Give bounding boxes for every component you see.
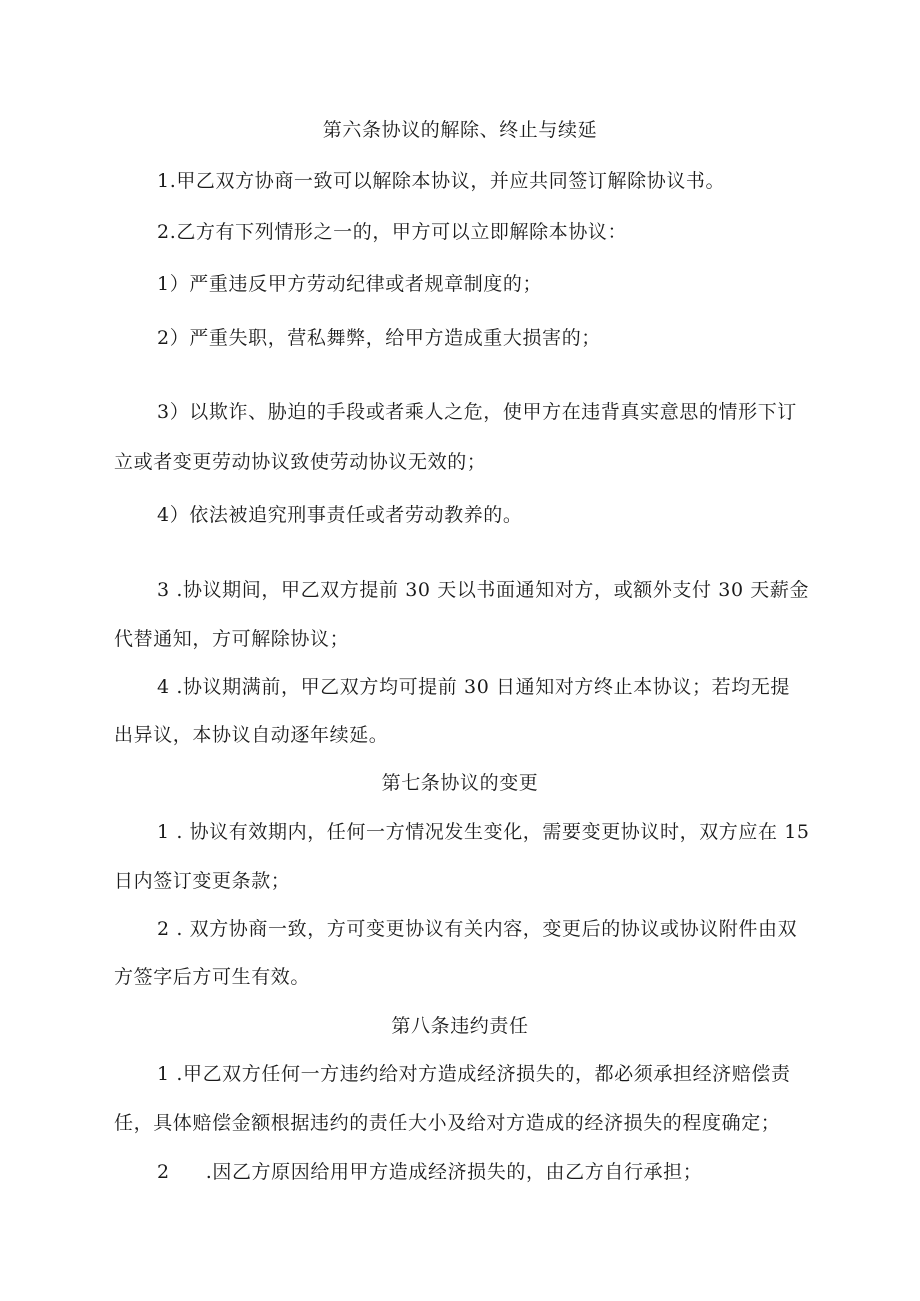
article-8-paragraph-2-text: .因乙方原因给用甲方造成经济损失的，由乙方自行承担； xyxy=(205,1161,703,1183)
article-6-paragraph-3-line-1: 3 .协议期间，甲乙双方提前 30 天以书面通知对方，或额外支付 30 天薪金 xyxy=(157,579,810,601)
article-6-paragraph-1: 1.甲乙双方协商一致可以解除本协议，并应共同签订解除协议书。 xyxy=(157,170,726,192)
article-7-paragraph-1-line-2: 日内签订变更条款； xyxy=(114,870,291,892)
article-8-paragraph-1-line-1: 1 .甲乙双方任何一方违约给对方造成经济损失的，都必须承担经济赔偿责 xyxy=(157,1063,791,1085)
article-7-paragraph-2-line-2: 方签字后方可生有效。 xyxy=(114,966,311,988)
article-6-item-4: 4）依法被追究刑事责任或者劳动教养的。 xyxy=(157,504,523,526)
article-8-paragraph-1-line-2: 任，具体赔偿金额根据违约的责任大小及给对方造成的经济损失的程度确定； xyxy=(114,1112,781,1134)
article-6-paragraph-4-line-1: 4 .协议期满前，甲乙双方均可提前 30 日通知对方终止本协议；若均无提 xyxy=(157,676,791,698)
article-7-paragraph-1-line-1: 1 . 协议有效期内，任何一方情况发生变化，需要变更协议时，双方应在 15 xyxy=(157,821,810,843)
article-6-paragraph-4-line-2: 出异议，本协议自动逐年续延。 xyxy=(114,724,389,746)
article-7-heading: 第七条协议的变更 xyxy=(381,772,539,794)
article-7-paragraph-2-line-1: 2 . 双方协商一致，方可变更协议有关内容，变更后的协议或协议附件由双 xyxy=(157,918,798,940)
article-6-heading: 第六条协议的解除、终止与续延 xyxy=(322,119,598,141)
article-8-paragraph-2-number: 2 xyxy=(157,1161,170,1183)
article-6-paragraph-3-line-2: 代替通知，方可解除协议； xyxy=(114,628,350,650)
article-6-item-3-line-1: 3）以欺诈、胁迫的手段或者乘人之危，使甲方在违背真实意思的情形下订 xyxy=(157,401,797,423)
article-6-item-3-line-2: 立或者变更劳动协议致使劳动协议无效的； xyxy=(114,451,487,473)
article-6-item-2: 2）严重失职，营私舞弊，给甲方造成重大损害的； xyxy=(157,327,601,349)
article-8-heading: 第八条违约责任 xyxy=(391,1015,529,1037)
article-6-item-1: 1）严重违反甲方劳动纪律或者规章制度的； xyxy=(157,273,543,295)
article-8-paragraph-2 xyxy=(0,1160,920,1184)
article-6-paragraph-2: 2.乙方有下列情形之一的，甲方可以立即解除本协议： xyxy=(157,221,628,243)
